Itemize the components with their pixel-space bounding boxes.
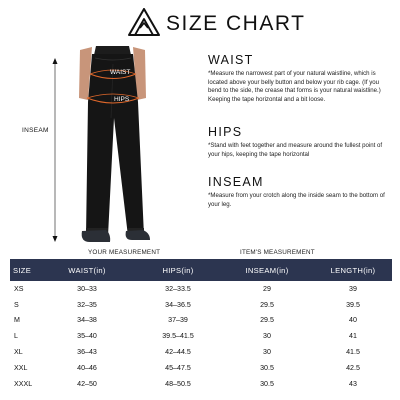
cell-inseam: 30.5	[260, 379, 274, 388]
cell-hips: 39.5–41.5	[162, 332, 194, 341]
table-row	[10, 360, 392, 376]
cell-hips: 32–33.5	[165, 284, 191, 293]
items-measurement-caption: ITEM'S MEASUREMENT	[240, 249, 315, 256]
cell-size: L	[14, 332, 18, 341]
inseam-heading: INSEAM	[208, 175, 264, 189]
cell-size: M	[14, 316, 20, 325]
cell-waist: 42–50	[77, 379, 97, 388]
cell-waist: 36–43	[77, 348, 97, 357]
cell-hips: 37–39	[168, 316, 188, 325]
column-header-size: SIZE	[13, 265, 32, 275]
table-row	[10, 313, 392, 329]
waist-heading: WAIST	[208, 53, 254, 67]
hips-heading: HIPS	[208, 125, 243, 139]
cell-waist: 40–46	[77, 363, 97, 372]
inseam-label: INSEAM	[22, 127, 49, 134]
table-row	[10, 328, 392, 344]
table-row	[10, 376, 392, 392]
waist-section	[208, 53, 394, 104]
cell-waist: 35–40	[77, 332, 97, 341]
table-row	[10, 281, 392, 297]
cell-inseam: 30	[263, 332, 271, 341]
cell-inseam: 30.5	[260, 363, 274, 372]
cell-length: 43	[349, 379, 357, 388]
column-header-hips: HIPS(in)	[162, 265, 194, 275]
cell-length: 41	[349, 332, 357, 341]
cell-waist: 32–35	[77, 300, 97, 309]
your-measurement-caption: YOUR MEASUREMENT	[88, 249, 161, 256]
mountain-logo-icon	[128, 8, 160, 36]
inseam-measure-line	[53, 58, 58, 242]
size-table	[10, 259, 392, 392]
inseam-instructions: *Measure from your crotch along the inside seam to the bottom of your leg.	[208, 192, 385, 208]
cell-size: XXXL	[14, 379, 33, 388]
cell-length: 39.5	[346, 300, 360, 309]
hips-section	[208, 125, 394, 159]
pants-model-photo	[0, 46, 205, 242]
cell-inseam: 29.5	[260, 300, 274, 309]
cell-hips: 45–47.5	[165, 363, 191, 372]
column-header-inseam: INSEAM(in)	[245, 265, 289, 275]
column-header-waist: WAIST(in)	[68, 265, 106, 275]
cell-size: XXL	[14, 363, 28, 372]
table-row	[10, 344, 392, 360]
column-header-length: LENGTH(in)	[330, 265, 376, 275]
cell-hips: 48–50.5	[165, 379, 191, 388]
waist-instructions: *Measure the narrowest part of your natural waistline, which is located above your belly button and below your rib cage. (If you bend to the side, the crease that forms is your natural waistline.) Keeping the tape horizontal and a bit loose.	[208, 70, 381, 103]
cell-length: 40	[349, 316, 357, 325]
cell-waist: 34–38	[77, 316, 97, 325]
cell-size: XS	[14, 284, 24, 293]
hips-instructions: *Stand with feet together and measure around the fullest point of your hips, keeping the tape horizontal	[208, 142, 383, 158]
cell-inseam: 29	[263, 284, 271, 293]
hips-tag: HIPS	[114, 96, 130, 103]
page-title: SIZE CHART	[166, 12, 306, 35]
table-row	[10, 297, 392, 313]
cell-hips: 34–36.5	[165, 300, 191, 309]
cell-inseam: 29.5	[260, 316, 274, 325]
cell-size: S	[14, 300, 19, 309]
cell-length: 39	[349, 284, 357, 293]
header	[0, 6, 400, 40]
inseam-section	[208, 175, 394, 209]
cell-inseam: 30	[263, 348, 271, 357]
cell-hips: 42–44.5	[165, 348, 191, 357]
size-table-header	[10, 259, 392, 281]
cell-waist: 30–33	[77, 284, 97, 293]
cell-length: 42.5	[346, 363, 360, 372]
cell-size: XL	[14, 348, 23, 357]
waist-tag: WAIST	[110, 69, 131, 76]
cell-length: 41.5	[346, 348, 360, 357]
